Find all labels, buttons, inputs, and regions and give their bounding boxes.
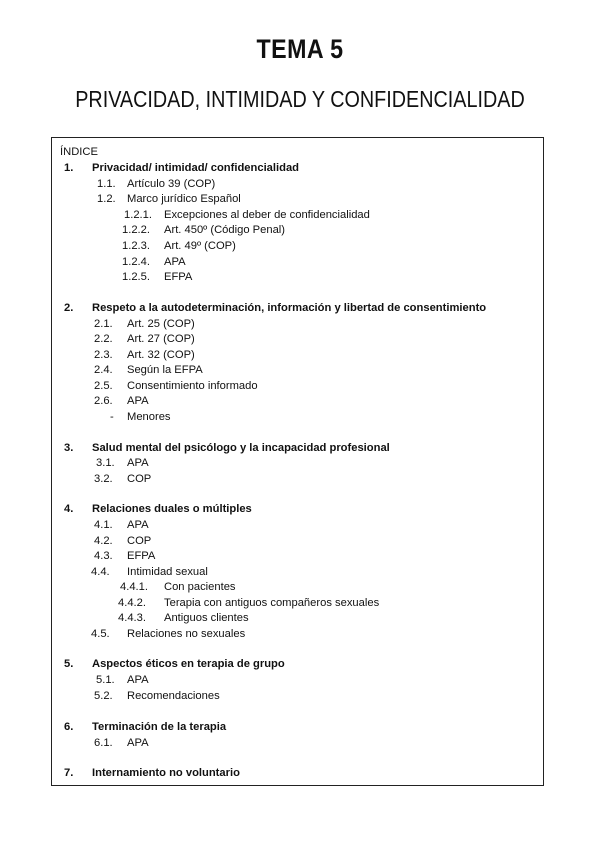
entry-text: APA bbox=[164, 256, 186, 268]
entry-number: 2. bbox=[64, 302, 74, 314]
index-label: ÍNDICE bbox=[60, 146, 98, 158]
entry-text: Consentimiento informado bbox=[127, 380, 258, 392]
entry-text: Antiguos clientes bbox=[164, 612, 249, 624]
entry-text: Art. 32 (COP) bbox=[127, 349, 195, 361]
entry-text: Relaciones no sexuales bbox=[127, 628, 246, 640]
entry-number: 2.1. bbox=[94, 318, 113, 330]
entry-number: 3.2. bbox=[94, 473, 113, 485]
entry-text: Relaciones duales o múltiples bbox=[92, 503, 252, 515]
entry-text: Marco jurídico Español bbox=[127, 193, 241, 205]
entry-text: Intimidad sexual bbox=[127, 566, 208, 578]
entry-number: 5.1. bbox=[96, 674, 115, 686]
entry-text: Art. 450º (Código Penal) bbox=[164, 224, 285, 236]
entry-number: 2.3. bbox=[94, 349, 113, 361]
entry-number: 1.1. bbox=[97, 178, 116, 190]
entry-number: 2.5. bbox=[94, 380, 113, 392]
entry-number: 4.4. bbox=[91, 566, 110, 578]
page-title: TEMA 5 bbox=[256, 34, 344, 64]
entry-text: EFPA bbox=[164, 271, 193, 283]
entry-text: Art. 25 (COP) bbox=[127, 318, 195, 330]
entry-text: Salud mental del psicólogo y la incapacidad profesional bbox=[92, 442, 390, 454]
entry-text: APA bbox=[127, 737, 149, 749]
entry-number: 1.2.3. bbox=[122, 240, 150, 252]
entry-text: Terminación de la terapia bbox=[92, 721, 227, 733]
entry-number: 1.2.5. bbox=[122, 271, 150, 283]
entry-text: APA bbox=[127, 395, 149, 407]
entry-number: 2.4. bbox=[94, 364, 113, 376]
entry-number: 1.2.2. bbox=[122, 224, 150, 236]
entry-number: 1. bbox=[64, 162, 74, 174]
entry-number: 3.1. bbox=[96, 457, 115, 469]
entry-text: COP bbox=[127, 473, 152, 485]
entry-text: COP bbox=[127, 535, 152, 547]
entry-number: 2.6. bbox=[94, 395, 113, 407]
entry-text: EFPA bbox=[127, 550, 156, 562]
entry-number: 3. bbox=[64, 442, 74, 454]
entry-number: 1.2. bbox=[97, 193, 116, 205]
entry-number: 2.2. bbox=[94, 333, 113, 345]
entry-number: 6. bbox=[64, 721, 74, 733]
entry-number: 5. bbox=[64, 658, 74, 670]
entry-text: Aspectos éticos en terapia de grupo bbox=[92, 658, 285, 670]
entry-text: Artículo 39 (COP) bbox=[127, 178, 216, 190]
entry-text: Privacidad/ intimidad/ confidencialidad bbox=[92, 162, 300, 174]
entry-text: APA bbox=[127, 457, 149, 469]
entry-number: 1.2.4. bbox=[122, 256, 150, 268]
entry-text: Respeto a la autodeterminación, información y libertad de consentimiento bbox=[92, 302, 487, 314]
entry-text: Art. 27 (COP) bbox=[127, 333, 195, 345]
bullet-dash: - bbox=[110, 411, 114, 423]
entry-number: 4.2. bbox=[94, 535, 113, 547]
page-subtitle: PRIVACIDAD, INTIMIDAD Y CONFIDENCIALIDAD bbox=[75, 86, 525, 112]
entry-text: Art. 49º (COP) bbox=[164, 240, 236, 252]
entry-text: Menores bbox=[127, 411, 171, 423]
entry-text: Recomendaciones bbox=[127, 690, 220, 702]
entry-number: 5.2. bbox=[94, 690, 113, 702]
entry-number: 7. bbox=[64, 767, 74, 779]
entry-number: 4.4.2. bbox=[118, 597, 146, 609]
entry-number: 4.4.3. bbox=[118, 612, 146, 624]
entry-text: Según la EFPA bbox=[127, 364, 203, 376]
entry-number: 4.1. bbox=[94, 519, 113, 531]
entry-number: 4. bbox=[64, 503, 74, 515]
entry-text: APA bbox=[127, 674, 149, 686]
entry-number: 4.5. bbox=[91, 628, 110, 640]
entry-number: 4.3. bbox=[94, 550, 113, 562]
entry-text: Internamiento no voluntario bbox=[92, 767, 240, 779]
entry-number: 6.1. bbox=[94, 737, 113, 749]
entry-text: Terapia con antiguos compañeros sexuales bbox=[164, 597, 380, 609]
entry-text: Excepciones al deber de confidencialidad bbox=[164, 209, 370, 221]
entry-text: Con pacientes bbox=[164, 581, 236, 593]
entry-text: APA bbox=[127, 519, 149, 531]
entry-number: 4.4.1. bbox=[120, 581, 148, 593]
entry-number: 1.2.1. bbox=[124, 209, 152, 221]
